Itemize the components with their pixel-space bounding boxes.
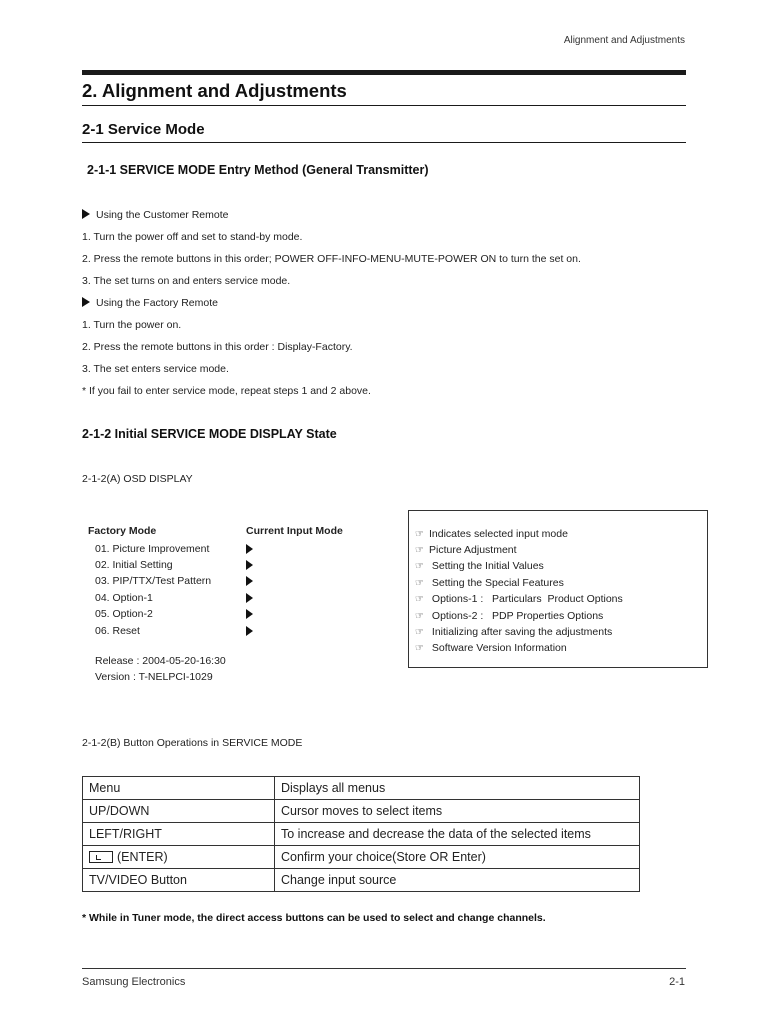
table-row [83,777,640,800]
osd-arrow-icon [246,593,253,603]
table-cell-key: Menu [83,777,275,800]
customer-remote-heading: Using the Customer Remote [82,209,228,221]
osd-arrow-icon [246,626,253,636]
osd-factory-mode-header: Factory Mode [88,525,157,537]
osd-arrow-icon [246,576,253,586]
buttons-caption: 2-1-2(B) Button Operations in SERVICE MODE [82,737,303,749]
bullet-arrow-icon [82,209,90,219]
osd-arrow-icon [246,560,253,570]
legend-item: ☞ Setting the Special Features [415,577,564,589]
table-cell-key: UP/DOWN [83,800,275,823]
osd-item: 02. Initial Setting [95,559,173,571]
table-cell-desc: To increase and decrease the data of the selected items [275,823,640,846]
section-rule [82,142,686,143]
footer-rule [82,968,686,969]
subsection-title-display: 2-1-2 Initial SERVICE MODE DISPLAY State [82,427,337,441]
legend-item: ☞ Initializing after saving the adjustments [415,626,613,638]
footer-company: Samsung Electronics [82,976,186,988]
table-cell-desc: Confirm your choice(Store OR Enter) [275,846,640,869]
table-cell-key: LEFT/RIGHT [83,823,275,846]
osd-caption: 2-1-2(A) OSD DISPLAY [82,473,193,485]
legend-item: ☞ Options-1 : Particulars Product Options [415,593,623,605]
table-cell-desc: Cursor moves to select items [275,800,640,823]
osd-item: 04. Option-1 [95,592,153,604]
pointing-hand-icon: ☞ [415,545,424,556]
running-header: Alignment and Adjustments [563,35,685,46]
customer-step-1: 1. Turn the power off and set to stand-by mode. [82,231,303,243]
table-cell-key: (ENTER) [83,846,275,869]
button-operations-table [82,776,640,892]
osd-item: 01. Picture Improvement [95,543,210,555]
legend-item: ☞ Options-2 : PDP Properties Options [415,610,604,622]
factory-step-3: 3. The set enters service mode. [82,363,229,375]
osd-item: 03. PIP/TTX/Test Pattern [95,575,212,587]
chapter-rule [82,105,686,106]
factory-step-1: 1. Turn the power on. [82,319,182,331]
table-row [83,869,640,892]
factory-step-2: 2. Press the remote buttons in this order : Display-Factory. [82,341,353,353]
subsection-title-entry: 2-1-1 SERVICE MODE Entry Method (General Transmitter) [87,163,429,177]
factory-remote-heading: Using the Factory Remote [82,297,218,309]
osd-item: 05. Option-2 [95,608,153,620]
osd-arrow-icon [246,544,253,554]
entry-note: * If you fail to enter service mode, repeat steps 1 and 2 above. [82,385,371,397]
pointing-hand-icon: ☞ [415,627,424,638]
tuner-note: * While in Tuner mode, the direct access buttons can be used to select and change channels. [82,912,546,924]
bullet-arrow-icon [82,297,90,307]
header-rule [82,70,686,75]
enter-key-icon [89,851,113,863]
pointing-hand-icon: ☞ [415,643,424,654]
osd-legend-box [408,510,708,668]
legend-item: ☞ Indicates selected input mode [415,528,568,540]
table-cell-key: TV/VIDEO Button [83,869,275,892]
table-row [83,846,640,869]
osd-release: Release : 2004-05-20-16:30 [95,655,226,667]
osd-version: Version : T-NELPCI-1029 [95,671,213,683]
osd-current-input-header: Current Input Mode [246,525,343,537]
customer-step-3: 3. The set turns on and enters service mode. [82,275,291,287]
pointing-hand-icon: ☞ [415,578,424,589]
table-row [83,800,640,823]
customer-step-2: 2. Press the remote buttons in this order; POWER OFF-INFO-MENU-MUTE-POWER ON to turn the set on. [82,253,581,265]
legend-item: ☞ Setting the Initial Values [415,560,544,572]
legend-item: ☞ Picture Adjustment [415,544,517,556]
section-title: 2-1 Service Mode [82,121,205,138]
osd-item: 06. Reset [95,625,140,637]
table-cell-desc: Displays all menus [275,777,640,800]
pointing-hand-icon: ☞ [415,594,424,605]
pointing-hand-icon: ☞ [415,529,424,540]
osd-arrow-icon [246,609,253,619]
pointing-hand-icon: ☞ [415,561,424,572]
footer-page-number: 2-1 [669,976,685,988]
table-cell-desc: Change input source [275,869,640,892]
chapter-title: 2. Alignment and Adjustments [82,80,347,101]
table-row [83,823,640,846]
pointing-hand-icon: ☞ [415,611,424,622]
legend-item: ☞ Software Version Information [415,642,567,654]
